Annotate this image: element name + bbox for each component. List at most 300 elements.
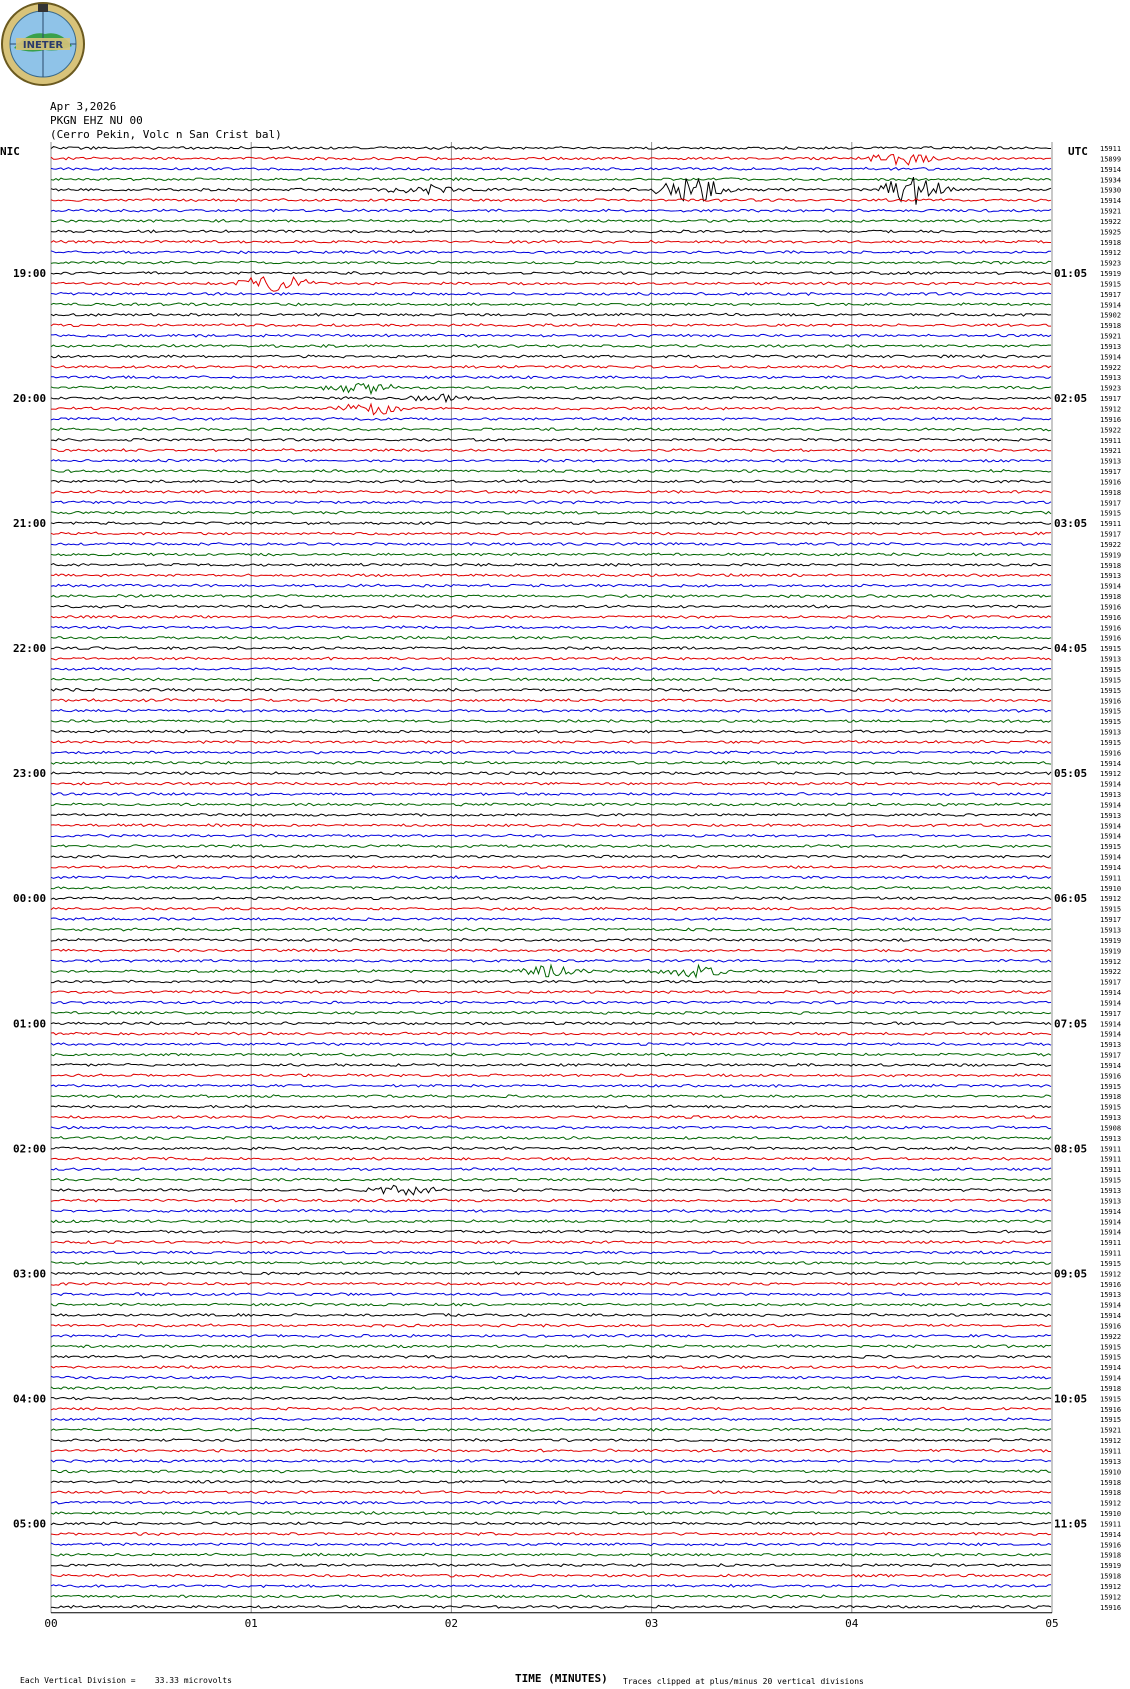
trace-value-label: 15914 (1100, 989, 1122, 998)
seismogram-trace (51, 866, 1051, 869)
seismogram-trace (51, 1293, 1051, 1296)
seismogram-trace (51, 1262, 1051, 1265)
trace-value-label: 15914 (1100, 353, 1122, 362)
seismogram-trace (51, 720, 1051, 723)
seismogram-trace (51, 699, 1051, 702)
x-tick-label: 00 (44, 1616, 58, 1630)
seismogram-trace (51, 480, 1051, 483)
seismogram-trace (51, 1185, 1051, 1195)
seismogram-trace (51, 394, 1051, 402)
seismogram-trace (51, 376, 1051, 379)
trace-value-label: 15918 (1100, 488, 1122, 497)
seismogram-trace (51, 334, 1051, 337)
trace-value-label: 15912 (1100, 770, 1122, 779)
trace-value-label: 15914 (1100, 165, 1122, 174)
trace-value-label: 15899 (1100, 155, 1122, 164)
trace-value-label: 15911 (1100, 1155, 1122, 1164)
trace-value-label: 15918 (1100, 238, 1122, 247)
x-axis-title: TIME (MINUTES) (515, 1672, 608, 1685)
trace-value-label: 15916 (1100, 1072, 1122, 1081)
trace-value-label: 15922 (1100, 426, 1122, 435)
seismogram-trace (51, 605, 1051, 608)
trace-value-label: 15912 (1100, 405, 1122, 414)
seismogram-trace (51, 751, 1051, 754)
trace-value-label: 15913 (1100, 791, 1122, 800)
seismogram-trace (51, 1032, 1051, 1035)
trace-value-label: 15914 (1100, 1061, 1122, 1070)
seismogram-trace (51, 522, 1051, 525)
seismogram-trace (51, 834, 1051, 837)
seismogram-trace (51, 277, 1051, 291)
seismogram-trace (51, 782, 1051, 785)
trace-value-label: 15916 (1100, 1405, 1122, 1414)
trace-value-label: 15913 (1100, 1457, 1122, 1466)
trace-value-label: 15912 (1100, 895, 1122, 904)
seismogram-trace (51, 772, 1051, 775)
trace-value-label: 15913 (1100, 457, 1122, 466)
seismogram-trace (51, 793, 1051, 796)
seismogram-trace (51, 1418, 1051, 1421)
trace-value-label: 15918 (1100, 561, 1122, 570)
seismogram-trace (51, 1011, 1051, 1014)
seismogram-trace (51, 1084, 1051, 1087)
trace-value-label: 15910 (1100, 1510, 1122, 1519)
seismogram-trace (51, 688, 1051, 691)
seismogram-trace (51, 1137, 1051, 1140)
trace-value-label: 15913 (1100, 342, 1122, 351)
trace-value-label: 15913 (1100, 374, 1122, 383)
right-hour-label: 06:05 (1054, 892, 1088, 906)
trace-value-label: 15911 (1100, 436, 1122, 445)
trace-value-label: 15915 (1100, 1395, 1122, 1404)
seismogram-trace (51, 1355, 1051, 1358)
trace-value-label: 15902 (1100, 311, 1122, 320)
trace-value-label: 15918 (1100, 1384, 1122, 1393)
seismogram-trace (51, 616, 1051, 619)
left-hour-label: 03:00 (13, 1267, 47, 1281)
trace-value-label: 15916 (1100, 697, 1122, 706)
trace-value-label: 15921 (1100, 207, 1122, 216)
trace-value-label: 15910 (1100, 884, 1122, 893)
seismogram-trace (51, 584, 1051, 587)
trace-value-label: 15912 (1100, 249, 1122, 258)
right-hour-label: 08:05 (1054, 1142, 1088, 1156)
seismogram-trace (51, 814, 1051, 817)
trace-value-label: 15918 (1100, 593, 1122, 602)
left-hour-label: 02:00 (13, 1142, 47, 1156)
trace-value-label: 15915 (1100, 905, 1122, 914)
seismogram-trace (51, 1241, 1051, 1244)
trace-value-label: 15915 (1100, 1082, 1122, 1091)
trace-value-label: 15914 (1100, 1228, 1122, 1237)
seismogram-trace (51, 1043, 1051, 1046)
division-note: Each Vertical Division = 33.33 microvolts (20, 1676, 232, 1685)
x-tick-label: 02 (444, 1616, 459, 1630)
trace-value-label: 15914 (1100, 1207, 1122, 1216)
seismogram-trace (51, 1178, 1051, 1181)
seismogram-trace (51, 1376, 1051, 1379)
trace-value-label: 15915 (1100, 1103, 1122, 1112)
seismogram-trace (51, 949, 1051, 952)
trace-value-label: 15916 (1100, 478, 1122, 487)
seismogram-trace (51, 240, 1051, 243)
right-hour-label: 07:05 (1054, 1017, 1088, 1031)
left-hour-label: 04:00 (13, 1392, 47, 1406)
trace-value-label: 15914 (1100, 780, 1122, 789)
trace-value-label: 15915 (1100, 1259, 1122, 1268)
trace-value-label: 15914 (1100, 1030, 1122, 1039)
left-hour-label: 20:00 (13, 392, 47, 406)
seismogram-trace (51, 1272, 1051, 1275)
trace-value-label: 15911 (1100, 1447, 1122, 1456)
seismogram-trace (51, 1074, 1051, 1077)
seismogram-trace (51, 1564, 1051, 1567)
seismogram-trace (51, 147, 1051, 150)
trace-value-label: 15913 (1100, 926, 1122, 935)
seismogram-trace (51, 1345, 1051, 1348)
trace-value-label: 15914 (1100, 832, 1122, 841)
seismogram-trace (51, 965, 1051, 977)
trace-value-label: 15912 (1100, 1270, 1122, 1279)
trace-value-label: 15915 (1100, 666, 1122, 674)
trace-value-label: 15915 (1100, 738, 1122, 747)
trace-value-label: 15922 (1100, 363, 1122, 372)
seismogram-trace (51, 178, 1051, 181)
trace-value-label: 15918 (1100, 1093, 1122, 1102)
trace-value-label: 15915 (1100, 686, 1122, 695)
trace-value-label: 15922 (1100, 217, 1122, 226)
trace-value-label: 15930 (1100, 186, 1122, 195)
trace-value-label: 15912 (1100, 1593, 1122, 1602)
trace-value-label: 15916 (1100, 1541, 1122, 1550)
seismogram-traces (51, 147, 1051, 1609)
seismogram-trace (51, 428, 1051, 431)
seismogram-trace (51, 383, 1051, 393)
right-hour-label: 11:05 (1054, 1517, 1088, 1531)
seismogram-trace (51, 886, 1051, 889)
trace-value-label: 15908 (1100, 1124, 1122, 1133)
seismogram-trace (51, 1605, 1051, 1608)
seismogram-trace (51, 647, 1051, 650)
left-hour-label: 05:00 (13, 1517, 47, 1531)
trace-value-label: 15916 (1100, 634, 1122, 643)
left-hour-label: 22:00 (13, 642, 47, 656)
seismogram-trace (51, 261, 1051, 264)
seismogram-trace (51, 470, 1051, 473)
trace-value-label: 15916 (1100, 624, 1122, 633)
trace-value-label: 15915 (1100, 707, 1122, 716)
x-tick-label: 01 (244, 1616, 258, 1630)
trace-value-label: 15914 (1100, 197, 1122, 206)
trace-value-label: 15917 (1100, 499, 1122, 508)
trace-value-label: 15918 (1100, 1489, 1122, 1498)
trace-value-label: 15914 (1100, 582, 1122, 591)
trace-value-label: 15916 (1100, 613, 1122, 622)
trace-value-label: 15919 (1100, 270, 1122, 279)
trace-value-label: 15919 (1100, 551, 1122, 560)
seismogram-trace (51, 1053, 1051, 1056)
seismogram-trace (51, 1199, 1051, 1202)
trace-value-label: 15913 (1100, 811, 1122, 820)
trace-value-label: 15913 (1100, 1134, 1122, 1143)
right-hour-label: 05:05 (1054, 767, 1088, 781)
seismogram-trace (51, 1585, 1051, 1588)
trace-value-label: 15916 (1100, 1280, 1122, 1289)
seismogram-trace (51, 1001, 1051, 1004)
left-hour-label: 21:00 (13, 517, 47, 531)
trace-value-label: 15918 (1100, 1551, 1122, 1560)
trace-value-label: 15915 (1100, 676, 1122, 685)
seismogram-trace (51, 491, 1051, 494)
right-hour-label: 02:05 (1054, 392, 1088, 406)
seismogram-trace (51, 313, 1051, 316)
trace-value-label: 15922 (1100, 1332, 1122, 1341)
seismogram-trace (51, 1022, 1051, 1025)
trace-value-label: 15913 (1100, 655, 1122, 664)
trace-value-label: 15919 (1100, 947, 1122, 956)
seismogram-trace (51, 251, 1051, 254)
trace-value-label: 15911 (1100, 1239, 1122, 1248)
right-hour-label: 01:05 (1054, 267, 1088, 281)
right-hour-label: 03:05 (1054, 517, 1088, 531)
seismogram-trace (51, 907, 1051, 910)
seismogram-trace (51, 345, 1051, 348)
trace-value-label: 15917 (1100, 1051, 1122, 1060)
trace-value-label: 15910 (1100, 1468, 1122, 1477)
trace-value-label: 15922 (1100, 968, 1122, 977)
seismogram-trace (51, 511, 1051, 514)
seismogram-trace (51, 855, 1051, 858)
trace-value-label: 15913 (1100, 1114, 1122, 1123)
seismogram-trace (51, 1282, 1051, 1285)
trace-value-label: 15914 (1100, 853, 1122, 862)
seismogram-trace (51, 636, 1051, 639)
seismogram-trace (51, 709, 1051, 712)
seismogram-trace (51, 626, 1051, 629)
seismogram-trace (51, 1105, 1051, 1108)
seismogram-trace (51, 918, 1051, 921)
trace-value-label: 15912 (1100, 957, 1122, 966)
location-label: (Cerro Pekin, Volc n San Crist bal) (50, 128, 282, 141)
seismogram-trace (51, 324, 1051, 327)
seismogram-trace (51, 803, 1051, 806)
trace-value-label: 15914 (1100, 301, 1122, 310)
trace-value-label: 15914 (1100, 1364, 1122, 1373)
trace-value-label: 15915 (1100, 1353, 1122, 1362)
seismogram-trace (51, 553, 1051, 556)
left-hour-label: 00:00 (13, 892, 47, 906)
seismogram-trace (51, 595, 1051, 598)
seismogram-trace (51, 1480, 1051, 1483)
trace-value-label: 15914 (1100, 1312, 1122, 1321)
right-hour-label: 04:05 (1054, 642, 1088, 656)
trace-value-label: 15912 (1100, 1582, 1122, 1591)
trace-value-label: 15918 (1100, 1478, 1122, 1487)
trace-value-label: 15914 (1100, 1374, 1122, 1383)
seismogram-trace (51, 1168, 1051, 1171)
seismogram-trace (51, 1230, 1051, 1233)
seismogram-trace (51, 293, 1051, 296)
seismogram-trace (51, 1095, 1051, 1098)
minute-grid (44, 142, 1058, 1630)
trace-value-label: 15911 (1100, 1145, 1122, 1154)
svg-text:INETER: INETER (22, 40, 64, 51)
seismogram-trace (51, 1491, 1051, 1494)
trace-value-label: 15917 (1100, 530, 1122, 539)
seismogram-trace (51, 980, 1051, 983)
seismogram-trace (51, 1209, 1051, 1212)
right-hour-label: 10:05 (1054, 1392, 1088, 1406)
trace-value-label: 15914 (1100, 1218, 1122, 1227)
trace-value-label: 15916 (1100, 1322, 1122, 1331)
seismogram-trace (51, 417, 1051, 420)
seismogram-trace (51, 501, 1051, 504)
x-tick-label: 04 (845, 1616, 859, 1630)
trace-value-label: 15915 (1100, 1343, 1122, 1352)
trace-value-label: 15913 (1100, 728, 1122, 737)
seismogram-trace (51, 438, 1051, 441)
ineter-logo (0, 0, 90, 90)
trace-value-label: 15916 (1100, 1603, 1122, 1612)
trace-value-label: 15914 (1100, 801, 1122, 810)
seismogram-trace (51, 1501, 1051, 1504)
seismogram-trace (51, 1470, 1051, 1473)
trace-value-label: 15919 (1100, 936, 1122, 945)
trace-value-label: 15923 (1100, 384, 1122, 393)
seismogram-trace (51, 563, 1051, 566)
seismogram-trace (51, 449, 1051, 452)
seismogram-trace (51, 1251, 1051, 1254)
date-label: Apr 3,2026 (50, 100, 117, 113)
seismogram-trace (51, 532, 1051, 535)
seismogram-trace (51, 1595, 1051, 1598)
seismogram-trace (51, 1460, 1051, 1463)
trace-value-label: 15917 (1100, 978, 1122, 987)
trace-value-label: 15915 (1100, 843, 1122, 852)
trace-value-label: 15921 (1100, 447, 1122, 456)
trace-value-label: 15917 (1100, 1009, 1122, 1018)
trace-value-label: 15911 (1100, 1166, 1122, 1175)
trace-value-label: 15914 (1100, 822, 1122, 831)
seismogram-trace (51, 404, 1051, 415)
left-hour-label: 23:00 (13, 767, 47, 781)
seismogram-trace (51, 303, 1051, 306)
seismogram-trace (51, 1439, 1051, 1442)
trace-value-label: 15918 (1100, 322, 1122, 331)
x-tick-label: 03 (644, 1616, 659, 1630)
trace-value-label: 15925 (1100, 228, 1122, 237)
trace-value-label: 15917 (1100, 468, 1122, 477)
trace-value-label: 15913 (1100, 1041, 1122, 1050)
trace-value-label: 15914 (1100, 1301, 1122, 1310)
trace-value-label: 15913 (1100, 1187, 1122, 1195)
seismogram-trace (51, 761, 1051, 764)
seismogram-trace (51, 939, 1051, 942)
station-label: PKGN EHZ NU 00 (50, 114, 143, 127)
seismogram-trace (51, 1157, 1051, 1160)
trace-value-label: 15915 (1100, 509, 1122, 518)
seismogram-trace (51, 167, 1051, 170)
right-timezone: UTC (1068, 145, 1088, 158)
seismogram-trace (51, 1574, 1051, 1577)
trace-value-label: 15913 (1100, 1197, 1122, 1206)
seismogram-trace (51, 155, 1051, 165)
seismogram-trace (51, 365, 1051, 368)
seismogram-trace (51, 1449, 1051, 1452)
seismogram-trace (51, 741, 1051, 744)
trace-value-label: 15913 (1100, 1291, 1122, 1300)
seismogram-trace (51, 1397, 1051, 1400)
seismogram-trace (51, 1126, 1051, 1129)
seismogram-trace (51, 876, 1051, 879)
trace-value-label: 15911 (1100, 874, 1122, 883)
trace-value-label: 15916 (1100, 415, 1122, 424)
trace-value-label: 15914 (1100, 999, 1122, 1008)
trace-value-label: 15912 (1100, 1437, 1122, 1446)
seismogram-trace (51, 1314, 1051, 1317)
left-timezone: NIC (0, 145, 20, 158)
seismogram-trace (51, 668, 1051, 671)
seismogram-trace (51, 272, 1051, 275)
trace-value-label: 15919 (1100, 1562, 1122, 1571)
seismogram-trace (51, 1366, 1051, 1369)
trace-value-label: 15916 (1100, 749, 1122, 758)
trace-value-label: 15914 (1100, 759, 1122, 768)
trace-value-label: 15914 (1100, 1020, 1122, 1029)
trace-value-label: 15911 (1100, 1249, 1122, 1258)
seismogram-trace (51, 1512, 1051, 1515)
seismogram-trace (51, 1533, 1051, 1536)
trace-value-label: 15912 (1100, 1499, 1122, 1508)
seismogram-trace (51, 730, 1051, 733)
seismogram-trace (51, 220, 1051, 223)
trace-value-label: 15917 (1100, 395, 1122, 404)
seismogram-trace (51, 1064, 1051, 1067)
seismogram-trace (51, 1553, 1051, 1556)
trace-value-label: 15911 (1100, 520, 1122, 529)
trace-value-label: 15914 (1100, 1530, 1122, 1539)
trace-value-label: 15915 (1100, 645, 1122, 654)
seismogram-trace (51, 1303, 1051, 1306)
trace-value-label: 15934 (1100, 176, 1122, 185)
x-tick-label: 05 (1045, 1616, 1059, 1630)
clip-note: Traces clipped at plus/minus 20 vertical divisions (623, 1677, 864, 1686)
seismogram-trace (51, 1428, 1051, 1431)
seismogram-trace (51, 1147, 1051, 1150)
trace-value-label: 15915 (1100, 280, 1122, 289)
trace-value-label: 15911 (1100, 1520, 1122, 1529)
seismogram-trace (51, 991, 1051, 994)
trace-value-label: 15921 (1100, 332, 1122, 341)
trace-value-label: 15918 (1100, 1572, 1122, 1581)
trace-value-label: 15922 (1100, 540, 1122, 549)
seismogram-trace (51, 1543, 1051, 1546)
seismogram-trace (51, 209, 1051, 212)
left-hour-label: 01:00 (13, 1017, 47, 1031)
seismogram-trace (51, 1220, 1051, 1223)
seismogram-trace (51, 230, 1051, 233)
seismogram-trace (51, 1407, 1051, 1410)
seismogram-trace (51, 1387, 1051, 1390)
seismogram-trace (51, 824, 1051, 827)
trace-value-label: 15915 (1100, 718, 1122, 727)
trace-value-label: 15914 (1100, 863, 1122, 872)
trace-value-label: 15917 (1100, 290, 1122, 299)
seismogram-trace (51, 845, 1051, 848)
trace-value-label: 15911 (1100, 145, 1122, 153)
seismogram-trace (51, 928, 1051, 931)
trace-value-label: 15915 (1100, 1416, 1122, 1425)
